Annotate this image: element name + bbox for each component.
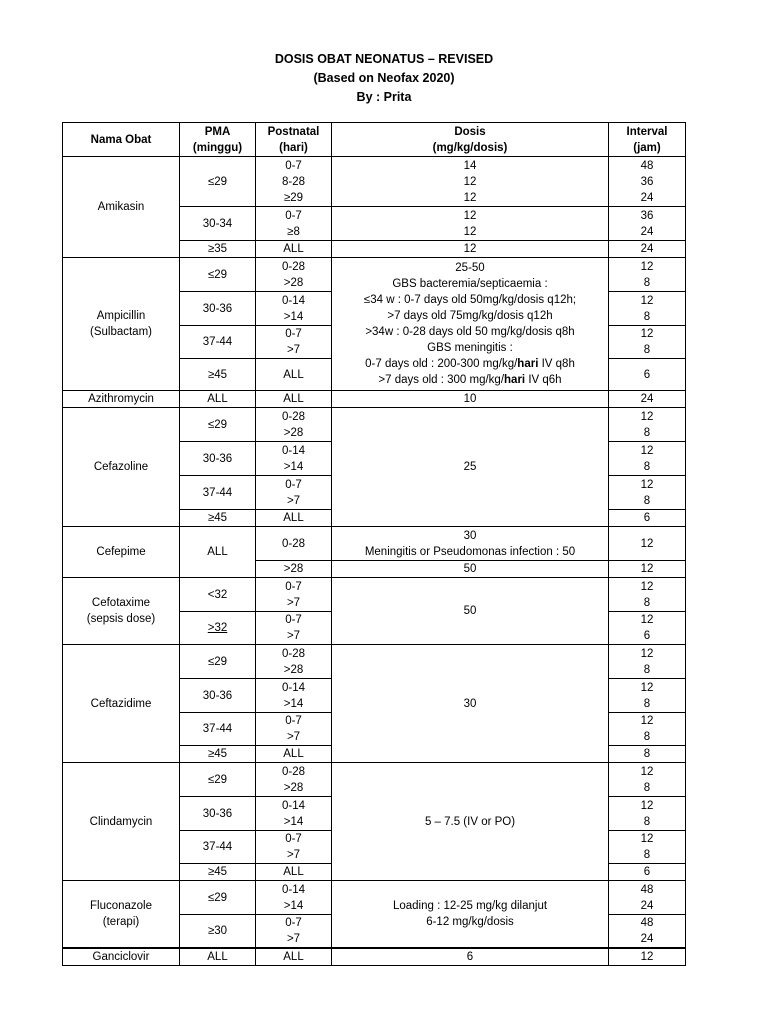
title-line-2: (Based on Neofax 2020) <box>313 71 455 85</box>
header-interval: Interval (jam) <box>609 123 686 157</box>
dose-cell: 6 <box>332 948 609 966</box>
pma-cell: 30-34 <box>180 207 256 241</box>
dose-cell: 10 <box>332 391 609 408</box>
dose-text: IV q8h <box>538 358 575 370</box>
postnatal-cell: 0-14 >14 <box>256 881 332 915</box>
interval-cell: 12 <box>609 561 686 578</box>
dose-text: >7 days old : 300 mg/kg/ <box>378 374 505 386</box>
pma-cell: ≥45 <box>180 359 256 391</box>
table-row <box>63 578 686 612</box>
pma-cell: 37-44 <box>180 713 256 746</box>
postnatal-cell: ALL <box>256 359 332 391</box>
interval-cell: 12 <box>609 948 686 966</box>
postnatal-cell: 0-28 >28 <box>256 408 332 442</box>
dose-line: GBS bacteremia/septicaemia : <box>392 278 548 290</box>
dose-text: 0-7 days old : 200-300 mg/kg/ <box>365 358 518 370</box>
pma-cell: 30-36 <box>180 442 256 476</box>
table-row <box>63 408 686 442</box>
dose-cell: 50 <box>332 561 609 578</box>
table-row <box>63 258 686 292</box>
pma-cell: ALL <box>180 527 256 578</box>
dose-cell: Loading : 12-25 mg/kg dilanjut 6-12 mg/kg/dosis <box>332 881 609 949</box>
postnatal-cell: ALL <box>256 864 332 881</box>
interval-cell: 6 <box>609 510 686 527</box>
pma-cell: ≤29 <box>180 157 256 207</box>
postnatal-cell: ALL <box>256 510 332 527</box>
drug-name: Amikasin <box>63 157 180 258</box>
interval-cell: 48 36 24 <box>609 157 686 207</box>
dose-line: 25-50 <box>455 262 485 274</box>
interval-cell: 12 8 <box>609 763 686 797</box>
interval-cell: 12 8 <box>609 578 686 612</box>
table-row <box>63 391 686 408</box>
pma-cell: ≥45 <box>180 746 256 763</box>
pma-cell: ≥30 <box>180 915 256 949</box>
postnatal-cell: 0-14 >14 <box>256 679 332 713</box>
postnatal-cell: 0-28 >28 <box>256 645 332 679</box>
drug-name: Ganciclovir <box>63 948 180 966</box>
interval-cell: 48 24 <box>609 915 686 949</box>
title-line-3: By : Prita <box>356 90 412 104</box>
table-row <box>63 763 686 797</box>
interval-cell: 12 8 <box>609 442 686 476</box>
postnatal-cell: 0-7 >7 <box>256 578 332 612</box>
pma-cell: ≥45 <box>180 864 256 881</box>
interval-cell: 12 8 <box>609 476 686 510</box>
postnatal-cell: 0-7 >7 <box>256 831 332 864</box>
pma-cell: 30-36 <box>180 797 256 831</box>
dose-line <box>332 356 608 372</box>
header-row <box>63 123 686 157</box>
dose-cell: 12 12 <box>332 207 609 241</box>
header-drug: Nama Obat <box>63 123 180 157</box>
pma-cell: <32 <box>180 578 256 612</box>
postnatal-cell: 0-7 ≥8 <box>256 207 332 241</box>
interval-cell: 12 6 <box>609 612 686 645</box>
postnatal-cell: 0-28 <box>256 527 332 561</box>
table-row <box>63 527 686 561</box>
postnatal-cell: 0-7 8-28 ≥29 <box>256 157 332 207</box>
interval-cell: 12 8 <box>609 679 686 713</box>
interval-cell: 12 8 <box>609 326 686 359</box>
pma-cell: >32 <box>180 612 256 645</box>
drug-name: Ceftazidime <box>63 645 180 763</box>
dose-text: IV q6h <box>525 374 562 386</box>
pma-cell: ≥45 <box>180 510 256 527</box>
dose-cell: 14 12 12 <box>332 157 609 207</box>
dose-text-bold: hari <box>504 374 526 386</box>
pma-cell: 37-44 <box>180 326 256 359</box>
postnatal-cell: ALL <box>256 746 332 763</box>
postnatal-cell: 0-14 >14 <box>256 292 332 326</box>
pma-cell: ≤29 <box>180 763 256 797</box>
postnatal-cell: 0-28 >28 <box>256 258 332 292</box>
postnatal-cell: ALL <box>256 241 332 258</box>
document-title <box>0 50 768 107</box>
postnatal-cell: 0-7 >7 <box>256 713 332 746</box>
header-postnatal: Postnatal (hari) <box>256 123 332 157</box>
interval-cell: 12 8 <box>609 258 686 292</box>
drug-name: Fluconazole (terapi) <box>63 881 180 949</box>
interval-cell: 12 8 <box>609 797 686 831</box>
interval-cell: 6 <box>609 864 686 881</box>
dose-cell: 50 <box>332 578 609 645</box>
pma-cell: ≥35 <box>180 241 256 258</box>
postnatal-cell: 0-7 >7 <box>256 612 332 645</box>
dose-cell <box>332 258 609 391</box>
dose-cell: 12 <box>332 241 609 258</box>
interval-cell: 12 8 <box>609 831 686 864</box>
interval-cell: 12 8 <box>609 645 686 679</box>
table-row <box>63 157 686 207</box>
interval-cell: 8 <box>609 746 686 763</box>
dose-line <box>332 372 608 388</box>
table-row <box>63 948 686 966</box>
dose-cell: 30 Meningitis or Pseudomonas infection : 50 <box>332 527 609 561</box>
interval-cell: 24 <box>609 241 686 258</box>
postnatal-cell: 0-7 >7 <box>256 476 332 510</box>
dosage-table <box>62 122 686 966</box>
pma-cell: 30-36 <box>180 292 256 326</box>
table-row <box>63 645 686 679</box>
title-line-1: DOSIS OBAT NEONATUS – REVISED <box>274 52 494 66</box>
postnatal-cell: 0-7 >7 <box>256 326 332 359</box>
postnatal-cell: 0-7 >7 <box>256 915 332 949</box>
pma-cell: ≤29 <box>180 881 256 915</box>
dose-cell: 25 <box>332 408 609 527</box>
header-dose: Dosis (mg/kg/dosis) <box>332 123 609 157</box>
dose-line: >34w : 0-28 days old 50 mg/kg/dosis q8h <box>365 326 575 338</box>
interval-cell: 24 <box>609 391 686 408</box>
dose-cell: 5 – 7.5 (IV or PO) <box>332 763 609 881</box>
pma-cell: 37-44 <box>180 831 256 864</box>
dose-line: GBS meningitis : <box>427 342 513 354</box>
postnatal-cell: ALL <box>256 948 332 966</box>
header-pma: PMA (minggu) <box>180 123 256 157</box>
pma-cell: 30-36 <box>180 679 256 713</box>
interval-cell: 12 8 <box>609 713 686 746</box>
drug-name: Cefotaxime (sepsis dose) <box>63 578 180 645</box>
interval-cell: 12 <box>609 527 686 561</box>
pma-cell: ALL <box>180 391 256 408</box>
drug-name: Azithromycin <box>63 391 180 408</box>
postnatal-cell: 0-28 >28 <box>256 763 332 797</box>
drug-name: Cefazoline <box>63 408 180 527</box>
pma-cell: ≤29 <box>180 258 256 292</box>
postnatal-cell: >28 <box>256 561 332 578</box>
pma-cell: ≤29 <box>180 645 256 679</box>
dose-text-bold: hari <box>517 358 539 370</box>
table-row <box>63 881 686 915</box>
dose-line: >7 days old 75mg/kg/dosis q12h <box>387 310 553 322</box>
interval-cell: 6 <box>609 359 686 391</box>
dose-cell: 30 <box>332 645 609 763</box>
postnatal-cell: 0-14 >14 <box>256 797 332 831</box>
interval-cell: 12 8 <box>609 292 686 326</box>
drug-name: Ampicillin (Sulbactam) <box>63 258 180 391</box>
pma-cell: ≤29 <box>180 408 256 442</box>
dose-line: ≤34 w : 0-7 days old 50mg/kg/dosis q12h; <box>363 294 577 306</box>
interval-cell: 48 24 <box>609 881 686 915</box>
pma-cell: ALL <box>180 948 256 966</box>
postnatal-cell: ALL <box>256 391 332 408</box>
interval-cell: 36 24 <box>609 207 686 241</box>
drug-name: Cefepime <box>63 527 180 578</box>
postnatal-cell: 0-14 >14 <box>256 442 332 476</box>
interval-cell: 12 8 <box>609 408 686 442</box>
drug-name: Clindamycin <box>63 763 180 881</box>
pma-cell: 37-44 <box>180 476 256 510</box>
